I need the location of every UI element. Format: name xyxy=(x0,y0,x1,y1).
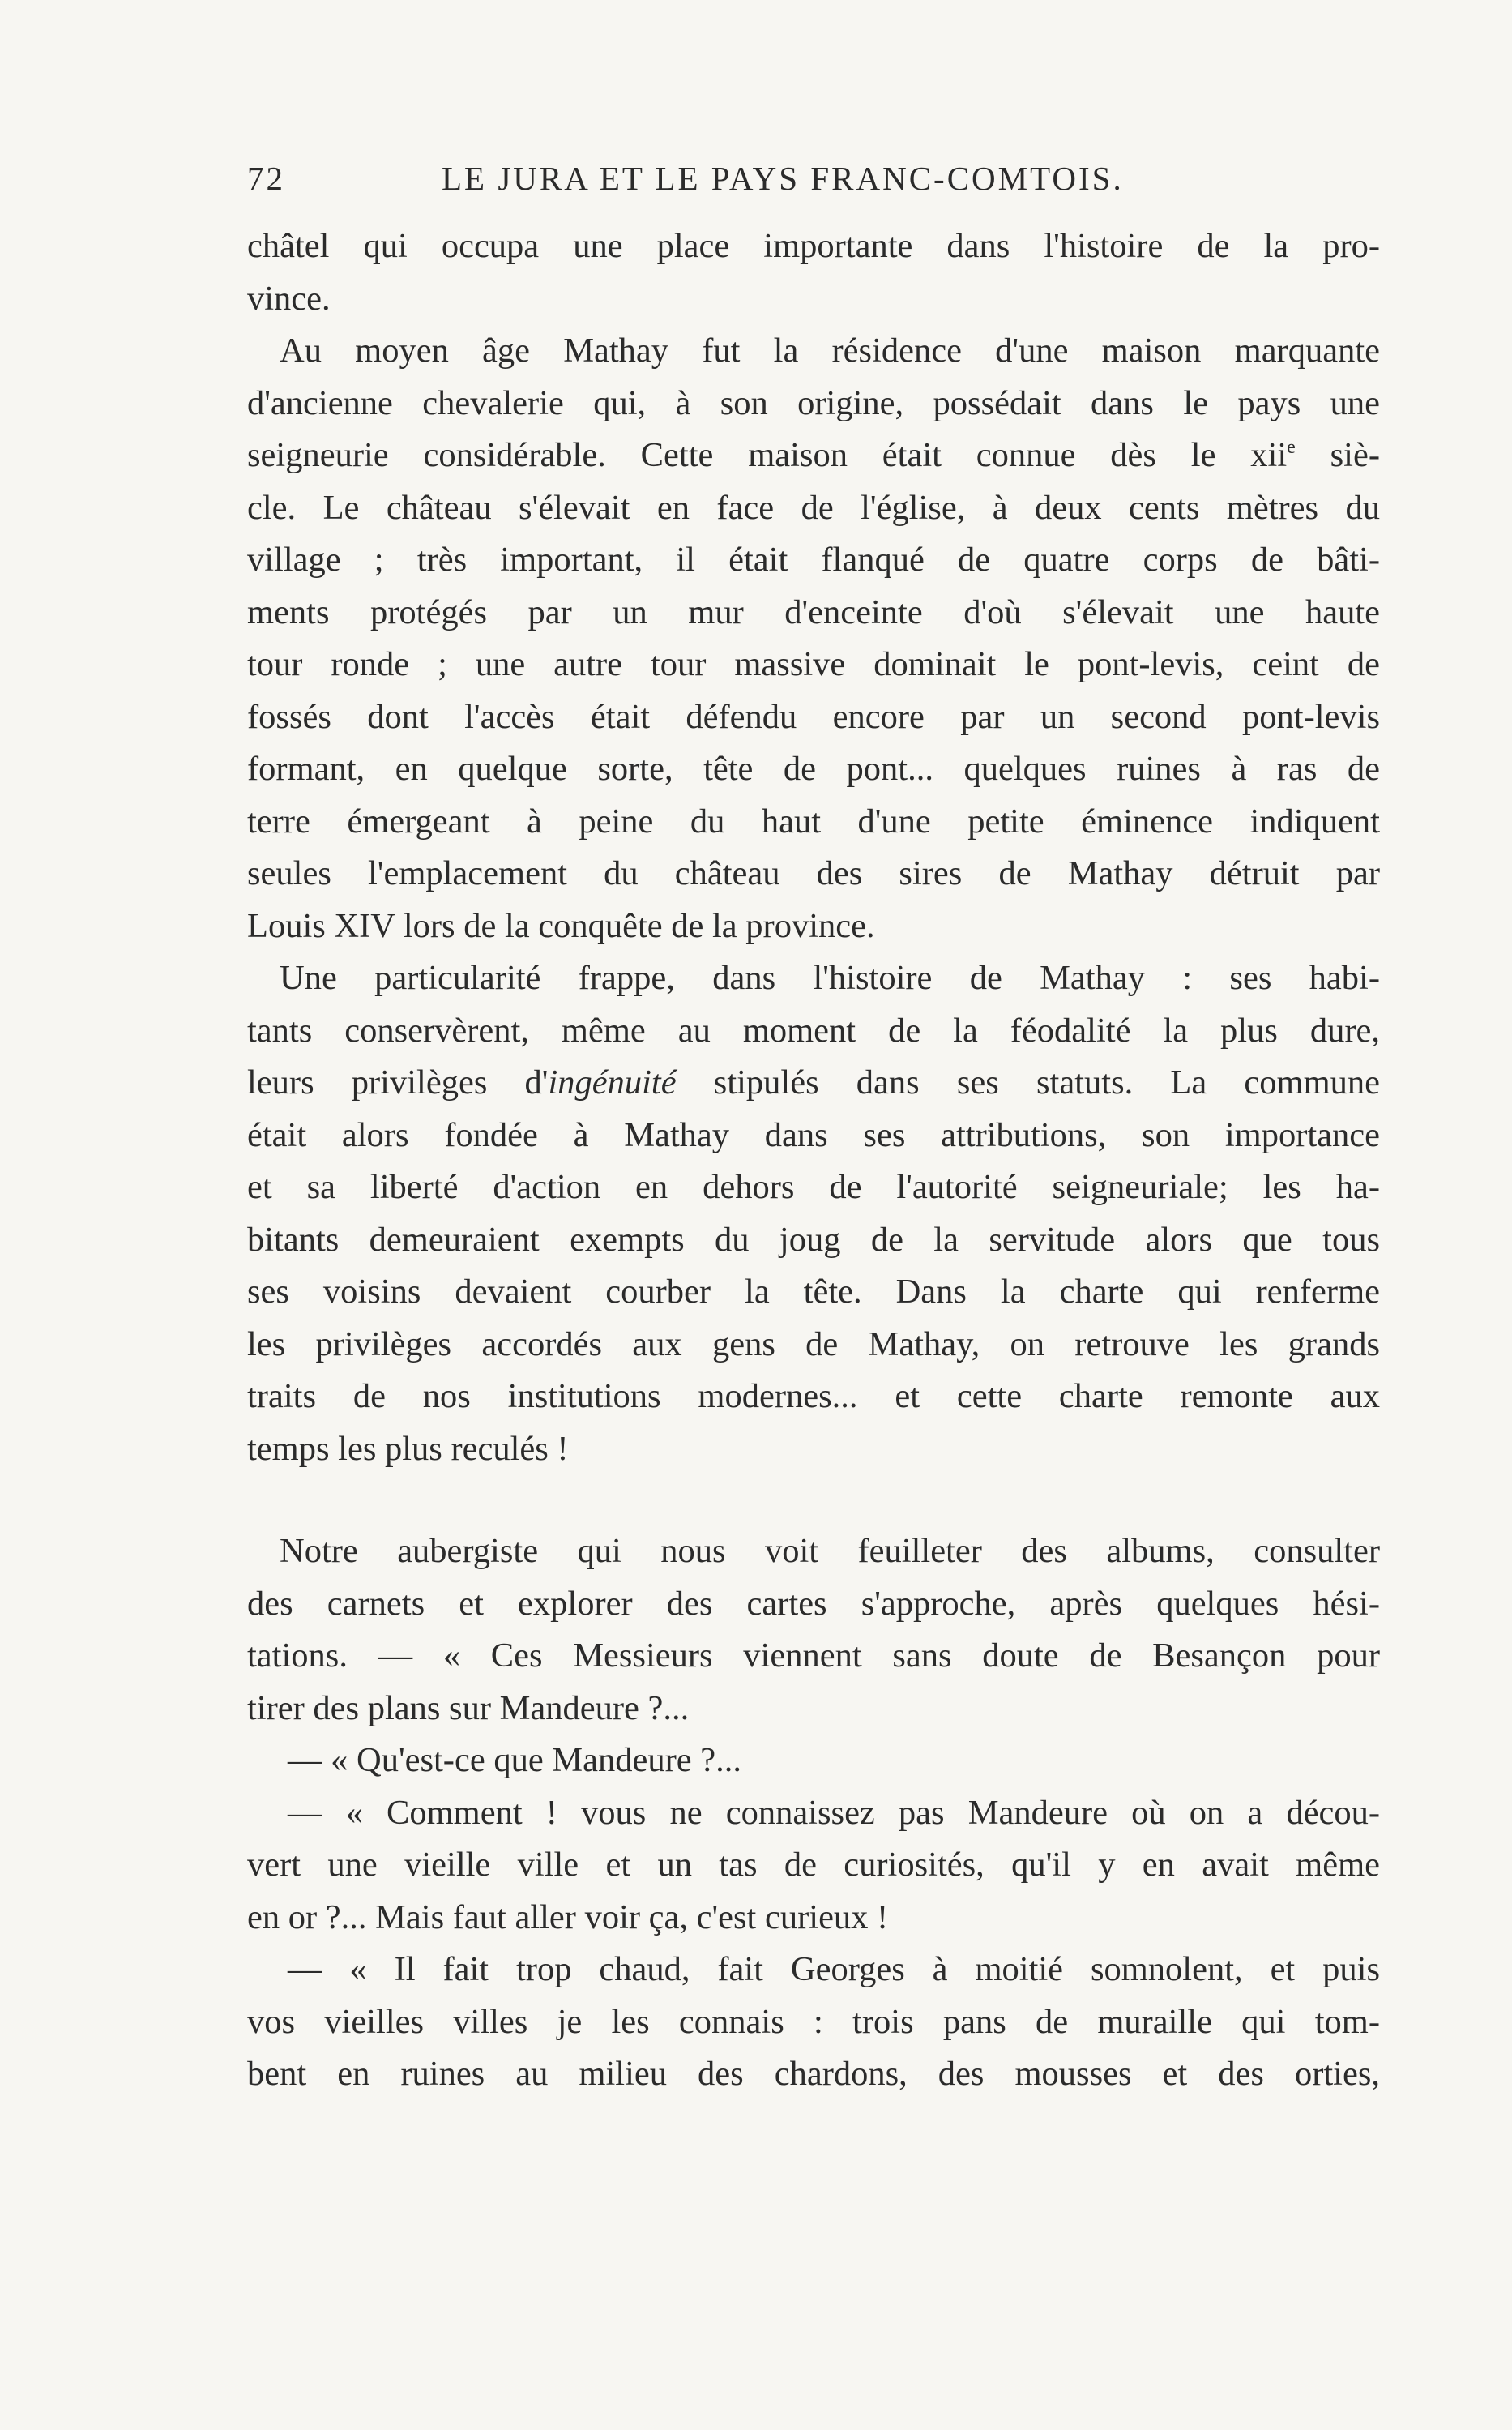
text-line: traits de nos institutions modernes... et cette charte remonte aux xyxy=(247,1377,1380,1415)
text-line: Au moyen âge Mathay fut la résidence d'une maison marquante xyxy=(280,332,1380,370)
page-number: 72 xyxy=(247,160,285,197)
text-line: seules l'emplacement du château des sires de Mathay détruit par xyxy=(247,854,1380,892)
text-segment: leurs privilèges d' xyxy=(247,1063,549,1102)
text-line: en or ?... Mais faut aller voir ça, c'est curieux ! xyxy=(247,1897,889,1936)
text-line: des carnets et explorer des cartes s'approche, après quelques hési- xyxy=(247,1584,1380,1623)
text-line: d'ancienne chevalerie qui, à son origine, possédait dans le pays une xyxy=(247,383,1380,422)
text-segment: siè- xyxy=(1295,436,1380,474)
italic-word: ingénuité xyxy=(548,1063,677,1102)
text-line: tants conservèrent, même au moment de la féodalité la plus dure, xyxy=(247,1011,1380,1050)
text-line: fossés dont l'accès était défendu encore par un second pont-levis xyxy=(247,697,1380,736)
text-line: — « Qu'est-ce que Mandeure ?... xyxy=(288,1741,741,1779)
text-line: Notre aubergiste qui nous voit feuilleter des albums, consulter xyxy=(280,1532,1380,1570)
text-line xyxy=(247,1057,1380,1110)
text-line: Louis XIV lors de la conquête de la province. xyxy=(247,906,875,945)
text-line: ments protégés par un mur d'enceinte d'où s'élevait une haute xyxy=(247,593,1380,631)
text-line: vert une vieille ville et un tas de curiosités, qu'il y en avait même xyxy=(247,1846,1380,1884)
text-segment: stipulés dans ses statuts. La commune xyxy=(676,1063,1380,1102)
paragraph xyxy=(247,1735,1380,1787)
running-title: LE JURA ET LE PAYS FRANC-COMTOIS. xyxy=(442,160,1124,197)
text-line: terre émergeant à peine du haut d'une petite éminence indiquent xyxy=(247,802,1380,841)
text-line: les privilèges accordés aux gens de Mathay, on retrouve les grands xyxy=(247,1324,1380,1363)
text-segment: seigneurie considérable. Cette maison était connue dès le xii xyxy=(247,436,1288,474)
text-line: — « Il fait trop chaud, fait Georges à moitié somnolent, et puis xyxy=(288,1950,1380,1988)
paragraph xyxy=(247,952,1380,1475)
text-line: châtel qui occupa une place importante dans l'histoire de la pro- xyxy=(247,227,1380,265)
text-line: ses voisins devaient courber la tête. Dans la charte qui renferme xyxy=(247,1273,1380,1311)
paragraph xyxy=(247,220,1380,325)
paragraph xyxy=(247,1944,1380,2101)
text-line: tirer des plans sur Mandeure ?... xyxy=(247,1688,690,1727)
text-line: Une particularité frappe, dans l'histoire de Mathay : ses habi- xyxy=(280,959,1380,997)
running-head xyxy=(247,159,1276,207)
section-gap xyxy=(247,1475,1380,1525)
paragraph xyxy=(247,1787,1380,1944)
text-line: formant, en quelque sorte, tête de pont... quelques ruines à ras de xyxy=(247,750,1380,788)
text-line xyxy=(247,430,1380,482)
text-line: vince. xyxy=(247,279,331,318)
text-line: tations. — « Ces Messieurs viennent sans doute de Besançon pour xyxy=(247,1636,1380,1675)
paragraph xyxy=(247,1525,1380,1735)
text-line: bitants demeuraient exempts du joug de la servitude alors que tous xyxy=(247,1220,1380,1259)
text-line: était alors fondée à Mathay dans ses attributions, son importance xyxy=(247,1115,1380,1154)
text-line: temps les plus reculés ! xyxy=(247,1429,569,1468)
text-line: et sa liberté d'action en dehors de l'autorité seigneuriale; les ha- xyxy=(247,1168,1380,1206)
text-line: bent en ruines au milieu des chardons, des mousses et des orties, xyxy=(247,2055,1380,2093)
text-line: vos vieilles villes je les connais : trois pans de muraille qui tom- xyxy=(247,2002,1380,2041)
text-line: cle. Le château s'élevait en face de l'église, à deux cents mètres du xyxy=(247,488,1380,527)
body-text xyxy=(247,220,1380,2101)
superscript: e xyxy=(1287,437,1296,458)
text-line: tour ronde ; une autre tour massive dominait le pont-levis, ceint de xyxy=(247,645,1380,683)
text-line: village ; très important, il était flanqué de quatre corps de bâti- xyxy=(247,541,1380,579)
text-line: — « Comment ! vous ne connaissez pas Mandeure où on a décou- xyxy=(288,1793,1380,1832)
paragraph xyxy=(247,325,1380,952)
